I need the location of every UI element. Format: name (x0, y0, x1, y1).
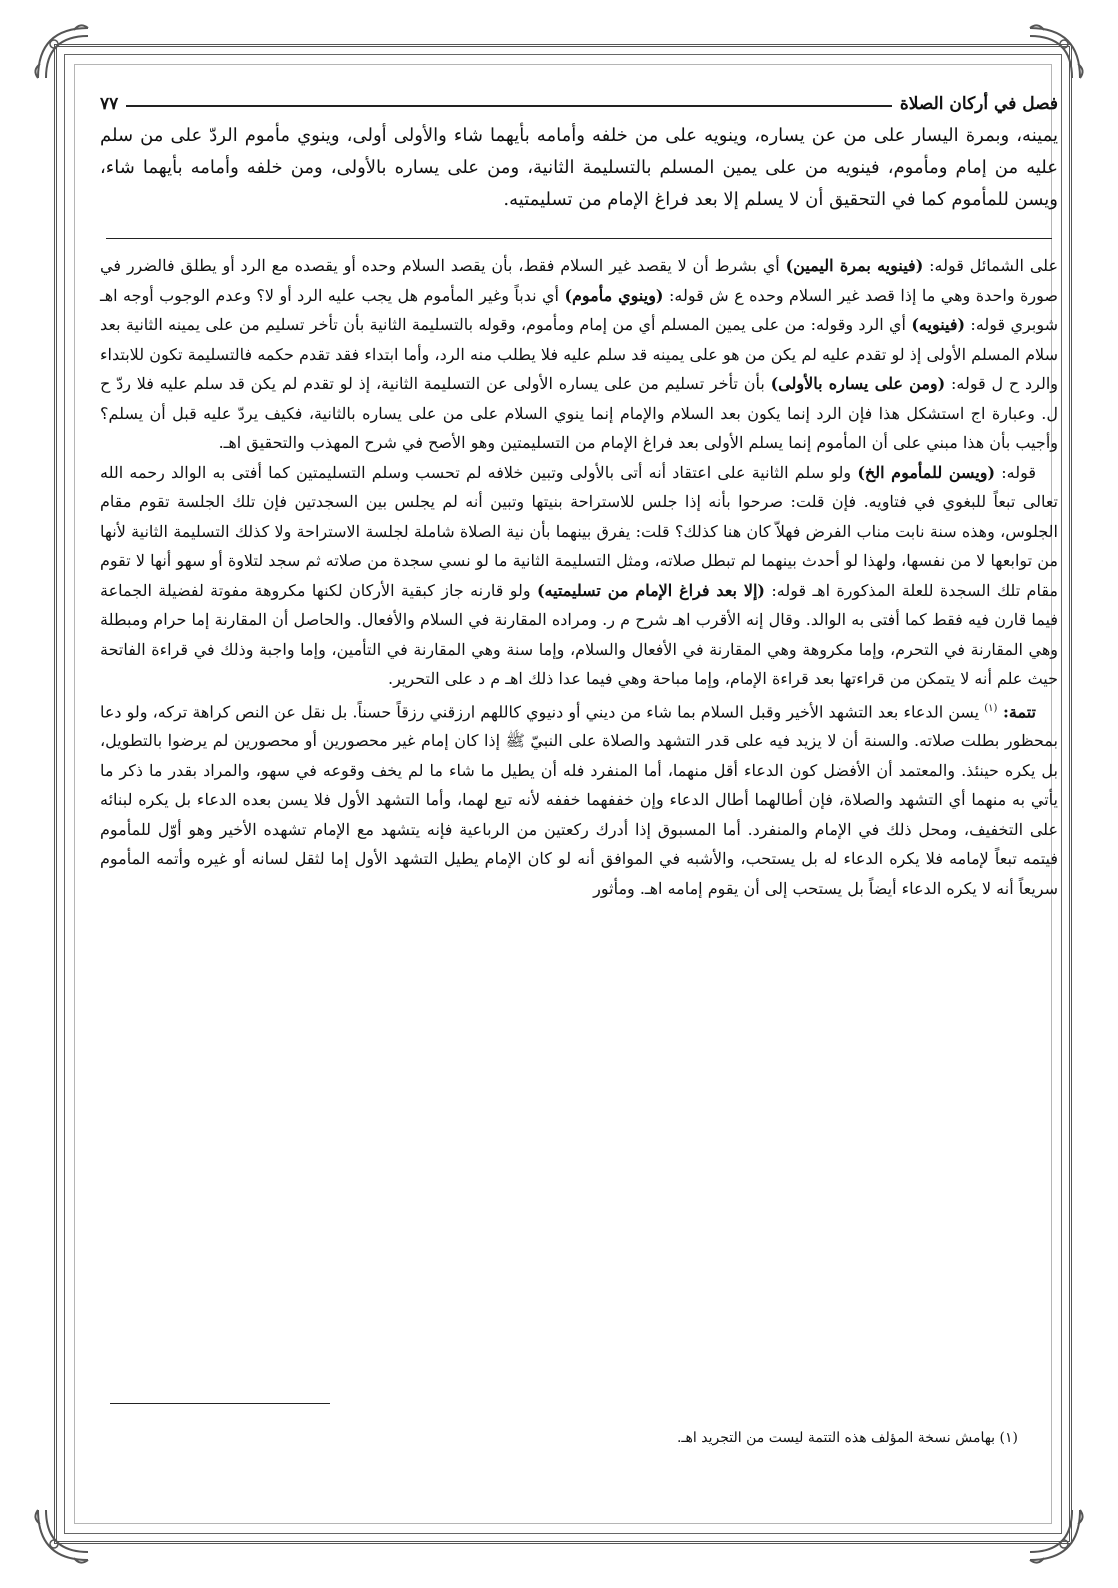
header-rule (126, 105, 892, 107)
commentary (100, 251, 1058, 903)
commentary-text: ولو قارنه جاز كبقية الأركان لكنها مكروهة مفوتة لفضيلة الجماعة فيما قارن فيه فقط كما أفتى به الوالد. وقال إنه الأقرب اهـ شرح م ر. ومراده المقارنة في السلام والأفعال. والحاصل أن المقارنة إما حرام ومبطلة وهي المقارنة في التحرم، وإما مكروهة وهي المقارنة في الأفعال والسلام، وإما سنة وهي المقارنة في التأمين، وإما واجبة وذلك في قراءة الفاتحة حيث علم أنه لا يتمكن من قراءتها بعد قراءة الإمام، وإما مباحة وهي فيما عدا ذلك اهـ م د على التحرير. (100, 580, 1058, 688)
quoted-term: (وينوي مأموم) (564, 285, 664, 305)
corner-ornament-icon (28, 18, 98, 88)
quoted-term: (إلا بعد فراغ الإمام من تسليمتيه) (536, 580, 765, 600)
footnote-marker: (١) (984, 702, 998, 714)
commentary-text: على الشمائل قوله: (923, 256, 1059, 275)
footnote: (١) بهامش نسخة المؤلف هذه التتمة ليست من التجريد اهـ. (676, 1430, 1018, 1446)
commentary-text: أي ندباً وغير المأموم هل يجب عليه الرد أو لا؟ وعدم الوجوب أوجه اهـ شوبري قوله: (100, 285, 1059, 334)
commentary-paragraph (100, 694, 1058, 904)
commentary-text: أي بشرط أن لا يقصد غير السلام فقط، بأن يقصد السلام وحده أو يقصده مع الرد أو يطلق فالضرر في صورة واحدة وهي ما إذا قصد غير السلام وحده ع ش قوله: (100, 256, 1058, 305)
commentary-paragraph (100, 458, 1058, 694)
text-divider (106, 238, 1052, 239)
commentary-text: قوله: (995, 462, 1037, 482)
quoted-term: تتمة: (997, 701, 1036, 721)
commentary-paragraph (100, 251, 1058, 458)
main-text: يمينه، وبمرة اليسار على من عن يساره، وينويه على من خلفه وأمامه بأيهما شاء والأولى أولى، وينوي مأموم الردّ على من سلم عليه من إمام ومأموم، فينويه من على يمين المسلم بالتسليمة الثانية، ومن على يساره بالأولى، ومن خلفه وأمامه بأيهما شاء، ويسن للمأموم كما في التحقيق أن لا يسلم إلا بعد فراغ الإمام من تسليمتيه. (100, 125, 1058, 210)
corner-ornament-icon (28, 1500, 98, 1570)
quoted-term: (فينويه بمرة اليمين) (785, 256, 924, 275)
commentary-text: يسن الدعاء بعد التشهد الأخير وقبل السلام بما شاء من ديني أو دنيوي كاللهم ارزقني رزقاً حسناً. بل نقل عن النص كراهة تركه، ولو دعا بمحظور بطلت صلاته. والسنة أن لا يزيد فيه على قدر التشهد والصلاة على النبيّ ﷺ إذا كان إمام غير محصورين أو محصورين لم يرضوا بالتطويل، بل يكره حينئذ. والمعتمد أن الأفضل كون الدعاء أقل منهما، أما المنفرد فله أن يطيل ما شاء ما لم يخف وقوعه في سهو، والمراد بقدر ما ذكر ما يأتي به منهما أي التشهد والصلاة، فإن أطالهما أطال الدعاء وإن خففهما خففه لأنه تبع لهما، وأما التشهد الأول فلا يسن بعده الدعاء بل يكره لبنائه على التخفيف، ومحل ذلك في الإمام والمنفرد. أما المسبوق إذا أدرك ركعتين من الرباعية فإنه يتشهد مع الإمام تشهده الأخير وهو أوّل للمأموم فيتمه تبعاً لإمامه فلا يكره الدعاء له بل يستحب، والأشبه في الموافق أنه لو كان الإمام يطيل التشهد الأول إما لثقل لسانه أو غيره وأتمه المأموم سريعاً أنه لا يكره الدعاء أيضاً بل يستحب إلى أن يقوم إمامه اهـ. ومأثور (100, 701, 1058, 898)
commentary-text: أي الرد وقوله: من على يمين المسلم أي من إمام ومأموم، وقوله بالتسليمة الثانية بأن تأخر تسليم من على يمينه الثانية بعد سلام المسلم الأولى إذ لو تقدم عليه لم يكن من هو على يمينه قد سلم عليه فلا يطلب منه الرد، وأما ابتداء فقد تقدم حكمه فالتسليمة تكون للابتداء والرد ح ل قوله: (100, 315, 1059, 393)
corner-ornament-icon (1020, 18, 1090, 88)
commentary-text: ولو سلم الثانية على اعتقاد أنه أتى بالأولى وتبين خلافه لم تحسب وسلم التسليمتين كما أفتى به الوالد رحمه الله تعالى تبعاً للبغوي في فتاويه. فإن قلت: صرحوا بأنه إذا جلس للاستراحة بنيتها وتبين أنه لم يجلس بين السجدتين فإن تلك الجلسة تقوم مقام الجلوس، وهذه سنة نابت مناب الفرض فهلاّ كان هنا كذلك؟ قلت: يفرق بينهما بأن نية الصلاة شاملة لجلسة الاستراحة ولا كذلك التسليمة الثانية لأنها من توابعها لا من نفسها، ولهذا لو أحدث بينهما لم تبطل صلاته، ومثل التسليمة الثانية ما لو نسي سجدة من صلاته ثم سجد لتلاوة أو سهو أنها لا تقوم مقام تلك السجدة للعلة المذكورة اهـ قوله: (100, 462, 1058, 600)
page-content (100, 88, 1058, 903)
footnote-rule (110, 1403, 330, 1404)
quoted-term: (فينويه) (911, 315, 966, 334)
corner-ornament-icon (1020, 1500, 1090, 1570)
quoted-term: (ويسن للمأموم الخ) (857, 462, 996, 482)
header-title: فصل في أركان الصلاة (899, 94, 1058, 114)
commentary-text: بأن تأخر تسليم من على يساره الأولى عن التسليمة الثانية، إذ لو تقدم لم يكن قد سلم عليه فلا ردّ ح ل. وعبارة اج استشكل هذا فإن الرد إنما يكون بعد السلام والإمام إنما ينوي السلام على من على يساره بالثانية، فكيف يردّ عليه قبل أن يسلم؟ وأجيب بأن هذا مبني على أن المأموم إنما يسلم الأولى بعد فراغ الإمام من التسليمتين وهو الأصح في شرح المهذب والتحقيق اهـ. (100, 374, 1058, 452)
running-header (100, 88, 1058, 120)
quoted-term: (ومن على يساره بالأولى) (770, 374, 946, 393)
page-number: ٧٧ (100, 94, 119, 114)
